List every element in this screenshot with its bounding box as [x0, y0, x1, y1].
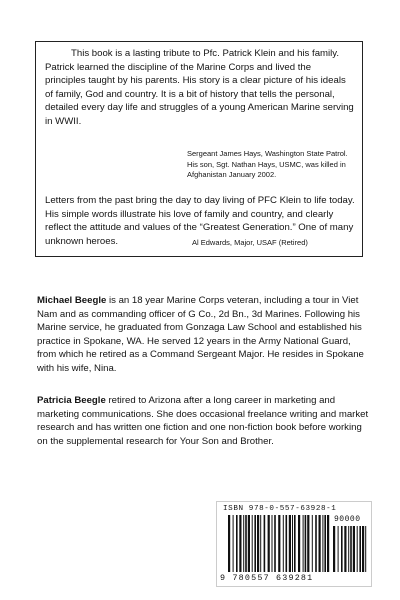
barcode-bar	[294, 515, 296, 572]
barcode-bar	[344, 526, 346, 572]
barcode-bar	[350, 526, 352, 572]
barcode-bar	[312, 515, 313, 572]
barcode-bar	[236, 515, 238, 572]
barcode-bar	[322, 515, 323, 572]
barcode-bar	[264, 515, 266, 572]
barcode-bar	[243, 515, 244, 572]
barcode-bar	[233, 515, 234, 572]
barcode-bar	[286, 515, 288, 572]
endorsement-attribution-1: Sergeant James Hays, Washington State Patrol. His son, Sgt. Nathan Hays, USMC, was killed in Afghanistan January 2002.	[187, 149, 348, 180]
barcode-bar	[272, 515, 273, 572]
barcode-bar	[252, 515, 253, 572]
author-name-michael: Michael Beegle	[37, 295, 107, 306]
isbn-barcode	[216, 501, 372, 587]
endorsements-box	[35, 41, 363, 257]
author-bio-text-michael: is an 18 year Marine Corps veteran, including a tour in Viet Nam and as commanding officer of G Co., 2d Bn., 3d Marines. Following his Marine service, he graduated from Gonzaga Law School and established his practice in Spokane, WA. He served 12 years in the Army National Guard, from which he retired as a Command Sergeant Major. He resides in Spokane with his wife, Nina.	[37, 295, 364, 374]
author-bio-michael	[37, 294, 371, 376]
barcode-bar	[298, 515, 300, 572]
barcode-bar	[260, 515, 261, 572]
barcode-bar	[305, 515, 307, 572]
barcode-bar	[283, 515, 284, 572]
barcode-bar	[228, 515, 230, 572]
barcode-bar	[254, 515, 256, 572]
barcode-bar	[338, 526, 339, 572]
author-name-patricia: Patricia Beegle	[37, 395, 106, 406]
barcode-bar	[239, 515, 241, 572]
barcode-bar	[341, 526, 343, 572]
isbn-label: ISBN 978-0-557-63928-1	[223, 505, 337, 513]
author-bio-text-patricia: retired to Arizona after a long career in marketing and marketing communications. She does occasional freelance writing and market research and has written one fiction and one non-fiction book before working on the supplemental research for Your Son and Brother.	[37, 395, 369, 447]
barcode-bar	[292, 515, 293, 572]
barcode-bar	[315, 515, 317, 572]
barcode-bar	[348, 526, 349, 572]
endorsement-quote-2: Letters from the past bring the day to day living of PFC Klein to life today. His simple words illustrate his love of family and country, and clearly reflect the attitude and values of the “Greatest Generation.” One of many unknown heroes.	[45, 195, 355, 247]
barcode-bar	[257, 515, 259, 572]
barcode-bar	[357, 526, 358, 572]
barcode-bar	[307, 515, 309, 572]
barcode-bar	[359, 526, 361, 572]
barcode-bar	[324, 515, 326, 572]
barcode-bar	[303, 515, 304, 572]
barcode-bar	[362, 526, 364, 572]
barcode-bar	[268, 515, 270, 572]
barcode-bar	[327, 515, 329, 572]
author-bio-patricia	[37, 394, 371, 448]
barcode-bar	[319, 515, 321, 572]
ean-digits: 9 780557 639281	[220, 573, 314, 583]
barcode-bar	[289, 515, 291, 572]
barcode-bar	[245, 515, 247, 572]
endorsement-attribution-2: Al Edwards, Major, USAF (Retired)	[192, 238, 308, 247]
price-code: 90000	[334, 515, 361, 524]
barcode-bar	[278, 515, 280, 572]
barcode-bar	[248, 515, 250, 572]
endorsement-quote-1: This book is a lasting tribute to Pfc. Patrick Klein and his family. Patrick learned the discipline of the Marine Corps and lived the principles taught by his parents. His story is a clear picture of his ideals of family, God and country. It is a bit of history that tells the personal, detailed every day life and struggles of a young American Marine serving in WWII.	[45, 48, 354, 127]
barcode-bar	[353, 526, 355, 572]
barcode-bar	[365, 526, 366, 572]
barcode-bar	[333, 526, 335, 572]
barcode-bar	[274, 515, 276, 572]
